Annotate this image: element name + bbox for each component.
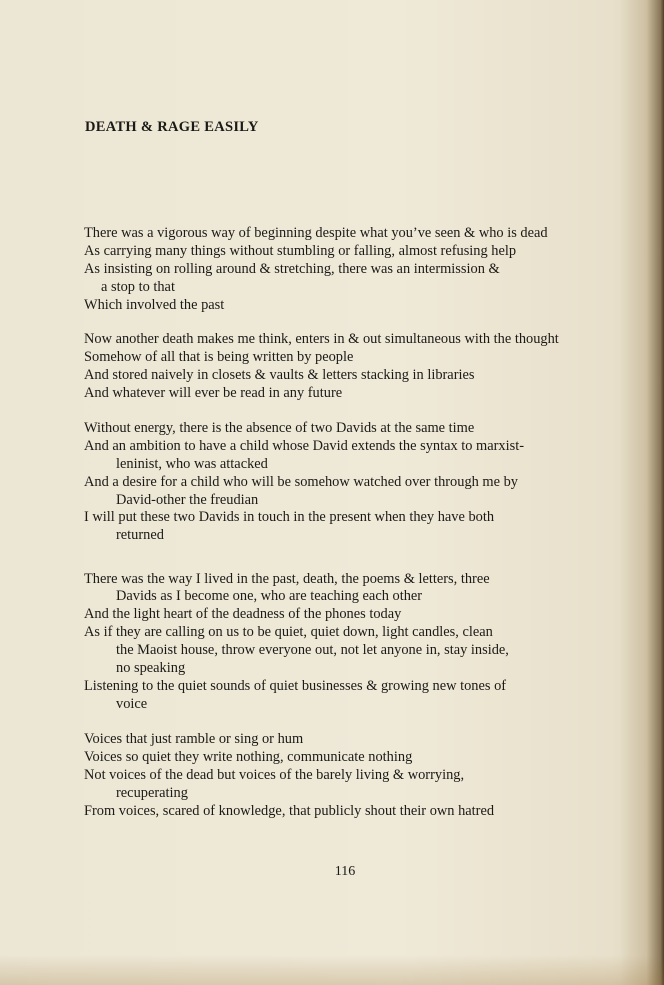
poem-line: From voices, scared of knowledge, that publicly shout their own hatred <box>84 803 495 819</box>
poem-line: As insisting on rolling around & stretching, there was an intermission & <box>84 261 500 277</box>
poem-line: a stop to that <box>101 279 175 295</box>
poem-line: no speaking <box>116 660 186 676</box>
poem-line: the Maoist house, throw everyone out, not let anyone in, stay inside, <box>116 642 509 658</box>
poem-line: There was the way I lived in the past, death, the poems & letters, three <box>84 571 490 587</box>
poem-line: Davids as I become one, who are teaching each other <box>116 588 423 604</box>
poem-line: recuperating <box>116 785 188 801</box>
poem-line: Which involved the past <box>84 297 225 313</box>
poem-line: Without energy, there is the absence of two Davids at the same time <box>84 420 475 436</box>
poem-line: And whatever will ever be read in any future <box>84 385 343 401</box>
poem-line: And the light heart of the deadness of the phones today <box>84 606 402 622</box>
poem-title: DEATH & RAGE EASILY <box>85 119 259 135</box>
poem-line: There was a vigorous way of beginning despite what you’ve seen & who is dead <box>84 225 548 241</box>
poem-line: Now another death makes me think, enters in & out simultaneous with the thought <box>84 331 559 347</box>
page-number: 116 <box>334 864 356 879</box>
poem-line: Somehow of all that is being written by people <box>84 349 354 365</box>
poem-line: Not voices of the dead but voices of the barely living & worrying, <box>84 767 465 783</box>
poem-line: And a desire for a child who will be somehow watched over through me by <box>84 474 519 490</box>
poem-line: voice <box>116 696 148 712</box>
poem-line: leninist, who was attacked <box>116 456 268 472</box>
poem-line: returned <box>116 527 164 543</box>
poem-line: Voices so quiet they write nothing, communicate nothing <box>84 749 413 765</box>
poem-line: As if they are calling on us to be quiet, quiet down, light candles, clean <box>84 624 493 640</box>
poem-line: And an ambition to have a child whose David extends the syntax to marxist- <box>84 438 525 454</box>
poem-line: David-other the freudian <box>116 492 259 508</box>
poem-line: I will put these two Davids in touch in the present when they have both <box>84 509 495 525</box>
poem-line: As carrying many things without stumbling or falling, almost refusing help <box>84 243 517 259</box>
poem-line: Listening to the quiet sounds of quiet businesses & growing new tones of <box>84 678 507 694</box>
poem-line: Voices that just ramble or sing or hum <box>84 731 304 747</box>
poem-line: And stored naively in closets & vaults & letters stacking in libraries <box>84 367 475 383</box>
